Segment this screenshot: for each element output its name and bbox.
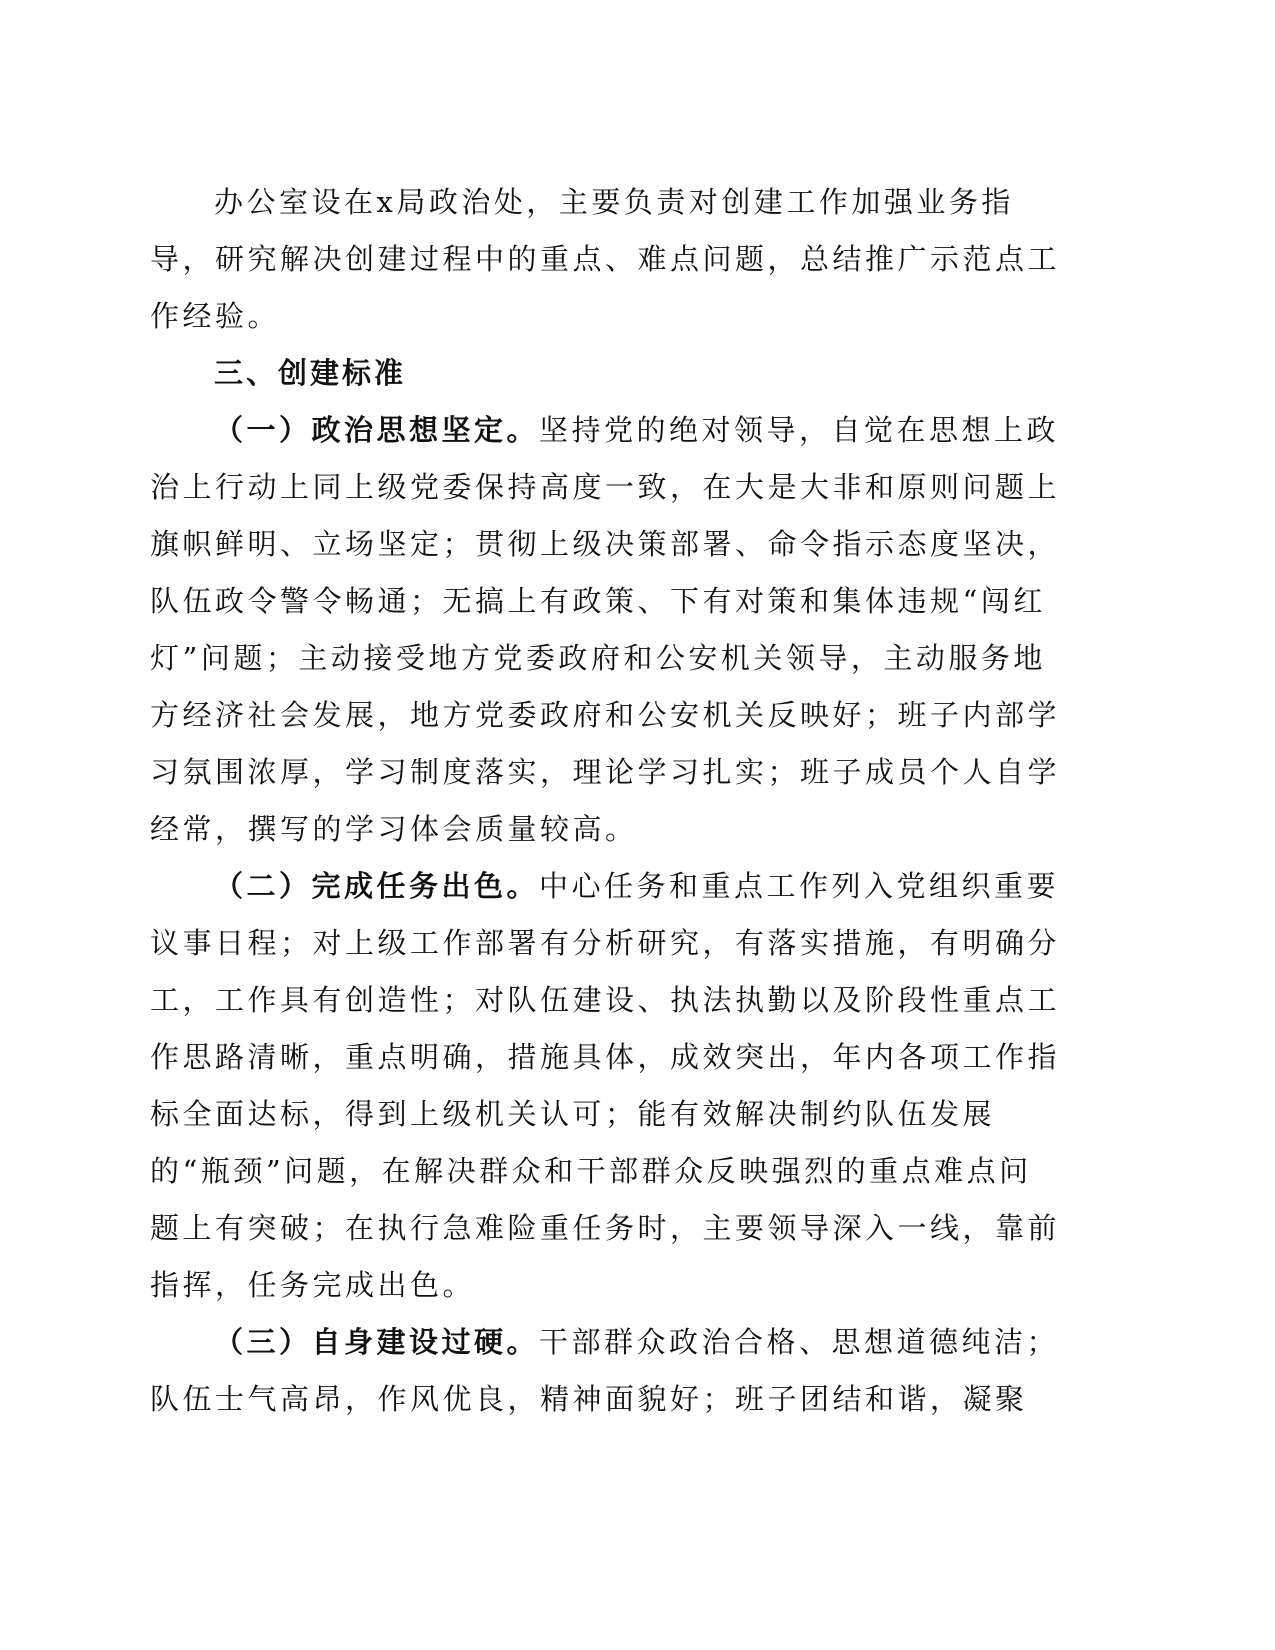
body-line: 作思路清晰，重点明确，措施具体，成效突出，年内各项工作指 <box>150 1040 1061 1074</box>
body-line: 方经济社会发展，地方党委政府和公安机关反映好；班子内部学 <box>150 698 1061 732</box>
body-line: 议事日程；对上级工作部署有分析研究，有落实措施，有明确分 <box>150 926 1061 960</box>
item-text: 中心任务和重点工作列入党组织重要 <box>539 869 1060 903</box>
body-line: 标全面达标，得到上级机关认可；能有效解决制约队伍发展 <box>150 1097 996 1131</box>
item-first-line <box>150 858 1100 915</box>
body-line: 旗帜鲜明、立场坚定；贯彻上级决策部署、命令指示态度坚决， <box>150 527 1061 561</box>
item-text: 干部群众政治合格、思想道德纯洁； <box>539 1325 1060 1359</box>
body-line: 灯”问题；主动接受地方党委政府和公安机关领导，主动服务地 <box>150 641 1046 675</box>
item-first-line <box>150 1314 1100 1371</box>
body-line: 作经验。 <box>150 299 281 333</box>
body-line: 工，工作具有创造性；对队伍建设、执法执勤以及阶段性重点工 <box>150 983 1061 1017</box>
body-line: 队伍士气高昂，作风优良，精神面貌好；班子团结和谐，凝聚 <box>150 1382 1028 1416</box>
section-heading: 三、创建标准 <box>214 356 407 390</box>
item-text: 坚持党的绝对领导，自觉在思想上政 <box>539 413 1060 447</box>
body-line: 题上有突破；在执行急难险重任务时，主要领导深入一线，靠前 <box>150 1211 1061 1245</box>
document-body <box>150 174 1100 1428</box>
body-line: 治上行动上同上级党委保持高度一致，在大是大非和原则问题上 <box>150 470 1061 504</box>
item-label: （二）完成任务出色。 <box>214 869 540 903</box>
body-line: 队伍政令警令畅通；无搞上有政策、下有对策和集体违规“闯红 <box>150 584 1046 618</box>
body-line: 习氛围浓厚，学习制度落实，理论学习扎实；班子成员个人自学 <box>150 755 1061 789</box>
item-label: （一）政治思想坚定。 <box>214 413 540 447</box>
body-line: 指挥，任务完成出色。 <box>150 1268 476 1302</box>
item-first-line <box>150 402 1100 459</box>
body-line: 导，研究解决创建过程中的重点、难点问题，总结推广示范点工 <box>150 242 1061 276</box>
body-line: 经常，撰写的学习体会质量较高。 <box>150 812 638 846</box>
item-label: （三）自身建设过硬。 <box>214 1325 540 1359</box>
body-line: 办公室设在x局政治处，主要负责对创建工作加强业务指 <box>214 185 1014 219</box>
body-line: 的“瓶颈”问题，在解决群众和干部群众反映强烈的重点难点问 <box>150 1154 1032 1188</box>
